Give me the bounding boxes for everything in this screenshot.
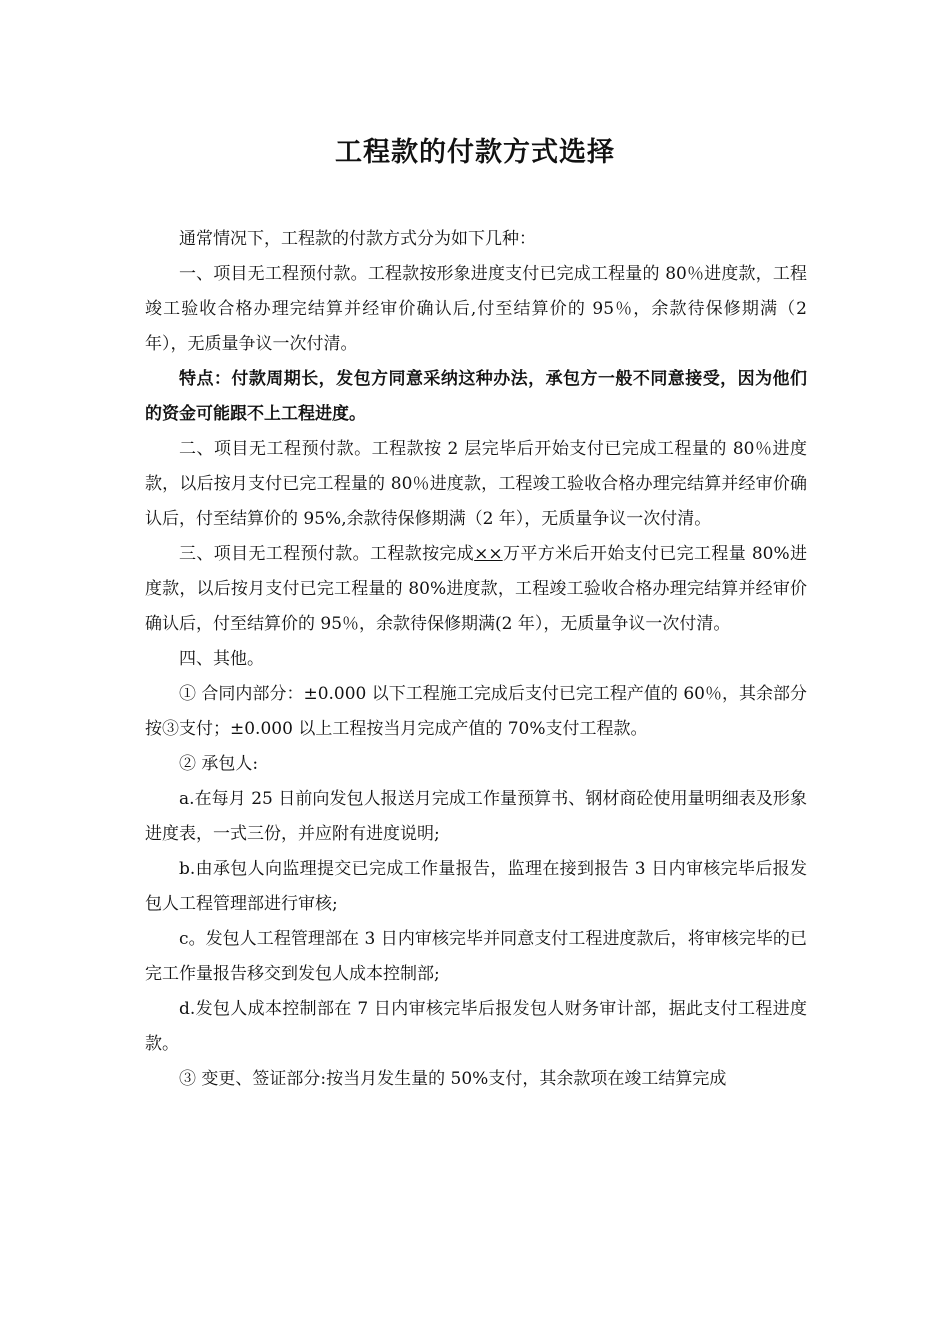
paragraph-option-3: [145, 537, 807, 642]
document-body: [145, 222, 807, 1097]
paragraph-option-4: 四、其他。: [179, 649, 264, 669]
paragraph-step-b: b.由承包人向监理提交已完成工作量报告，监理在接到报告 3 日内审核完毕后报发包人工程管理部进行审核;: [145, 859, 807, 914]
document-title: 工程款的付款方式选择: [335, 137, 615, 168]
paragraph-intro: 通常情况下，工程款的付款方式分为如下几种：: [179, 229, 536, 249]
paragraph-step-a: a.在每月 25 日前向发包人报送月完成工作量预算书、钢材商砼使用量明细表及形象进度表，一式三份，并应附有进度说明;: [145, 789, 807, 844]
paragraph-option-2: 二、项目无工程预付款。工程款按 2 层完毕后开始支付已完成工程量的 80％进度款，以后按月支付已完工程量的 80％进度款，工程竣工验收合格办理完结算并经审价确认后，付至结算价的 95%,余款待保修期满（2 年），无质量争议一次付清。: [145, 439, 807, 529]
placeholder-quantity: ××: [474, 544, 503, 564]
paragraph-option-3-part-2: 万平方米后开始支付已完工程量 80%进度款，以后按月支付已完工程量的 80%进度款，工程竣工验收合格办理完结算并经审价确认后，付至结算价的 95％，余款待保修期满(2 年），无质量争议一次付清。: [145, 544, 807, 634]
paragraph-option-3-part-1: 三、项目无工程预付款。工程款按完成: [179, 544, 475, 564]
paragraph-option-1: 一、项目无工程预付款。工程款按形象进度支付已完成工程量的 80％进度款，工程竣工验收合格办理完结算并经审价确认后,付至结算价的 95％，余款待保修期满（2 年），无质量争议一次付清。: [145, 264, 807, 354]
paragraph-step-c: c。发包人工程管理部在 3 日内审核完毕并同意支付工程进度款后，将审核完毕的已完工作量报告移交到发包人成本控制部;: [145, 929, 807, 984]
paragraph-feature-note: 特点：付款周期长，发包方同意采纳这种办法，承包方一般不同意接受，因为他们的资金可能跟不上工程进度。: [145, 369, 807, 424]
paragraph-item-1-contract: ① 合同内部分：±0.000 以下工程施工完成后支付已完工程产值的 60％，其余部分按③支付；±0.000 以上工程按当月完成产值的 70%支付工程款。: [145, 684, 807, 739]
paragraph-step-d: d.发包人成本控制部在 7 日内审核完毕后报发包人财务审计部，据此支付工程进度款。: [145, 999, 807, 1054]
paragraph-item-2-contractor: ② 承包人:: [179, 754, 259, 774]
paragraph-item-3-changes: ③ 变更、签证部分:按当月发生量的 50%支付，其余款项在竣工结算完成: [179, 1069, 727, 1089]
